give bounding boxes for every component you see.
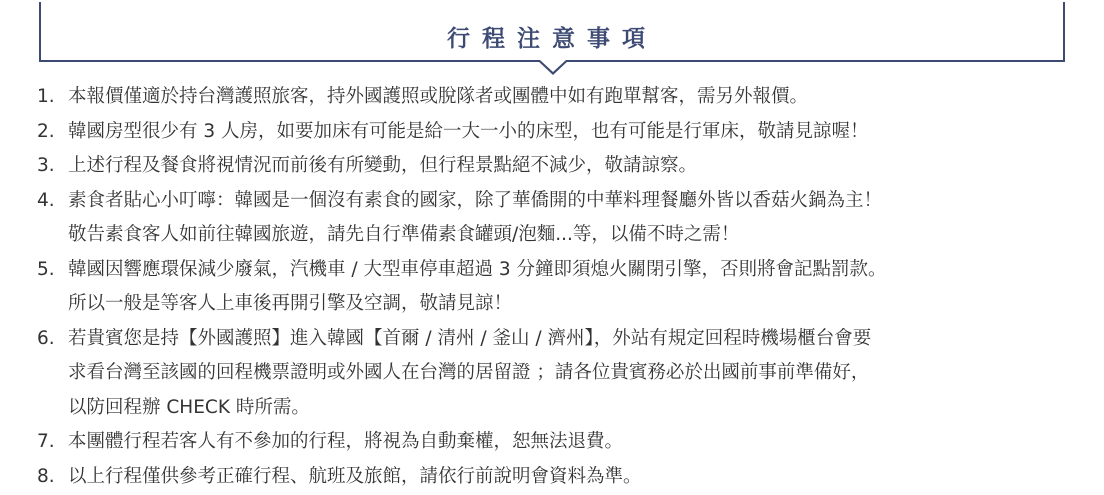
note-text: 求看台灣至該國的回程機票證明或外國人在台灣的居留證 ；請各位貴賓務必於出國前事前準備好， <box>68 362 870 383</box>
note-text: 上述行程及餐食將視情況而前後有所變動，但行程景點絕不減少，敬請諒察。 <box>68 155 698 176</box>
note-number: 6. <box>37 327 55 349</box>
note-text: 以防回程辦 CHECK 時所需。 <box>68 396 310 418</box>
note-text: 敬告素食客人如前往韓國旅遊，請先自行準備素食罐頭/泡麵...等，以備不時之需！ <box>68 224 740 245</box>
note-text: 本報價僅適於持台灣護照旅客，持外國護照或脫隊者或團體中如有跑單幫客，需另外報價。 <box>68 86 809 107</box>
note-number: 2. <box>37 120 55 142</box>
note-number: 5. <box>37 258 55 280</box>
note-item <box>0 184 1104 253</box>
note-text: 素食者貼心小叮嚀：韓國是一個沒有素食的國家，除了華僑開的中華料理餐廳外皆以香菇火鍋為主！ <box>68 189 883 211</box>
note-item <box>0 425 1104 460</box>
page-title: 行程注意事項 <box>447 25 657 52</box>
note-number: 8. <box>37 465 55 487</box>
note-text: 以上行程僅供參考正確行程、航班及旅館，請依行前說明會資料為準。 <box>68 465 642 487</box>
note-item <box>0 115 1104 150</box>
note-text: 若貴賓您是持【外國護照】進入韓國【首爾 / 清州 / 釜山 / 濟州】，外站有規定回程時機場櫃台會要 <box>68 327 872 349</box>
note-item <box>0 322 1104 426</box>
note-number: 4. <box>37 189 55 211</box>
notes-list <box>0 80 1104 494</box>
note-number: 7. <box>37 431 55 452</box>
note-number: 1. <box>37 86 55 107</box>
note-item <box>0 460 1104 495</box>
note-item <box>0 253 1104 322</box>
section-header <box>39 2 1065 78</box>
note-text: 韓國房型很少有 3 人房，如要加床有可能是給一大一小的床型，也有可能是行軍床，敬請見諒喔！ <box>68 120 869 142</box>
note-text: 本團體行程若客人有不參加的行程，將視為自動棄權，恕無法退費。 <box>68 431 624 452</box>
note-item <box>0 149 1104 184</box>
note-number: 3. <box>37 155 55 176</box>
note-text: 韓國因響應環保減少廢氣，汽機車 / 大型車停車超過 3 分鐘即須熄火關閉引擎，否則將會記點罰款。 <box>68 258 887 280</box>
note-text: 所以一般是等客人上車後再開引擎及空調，敬請見諒！ <box>68 293 513 314</box>
note-item <box>0 80 1104 115</box>
